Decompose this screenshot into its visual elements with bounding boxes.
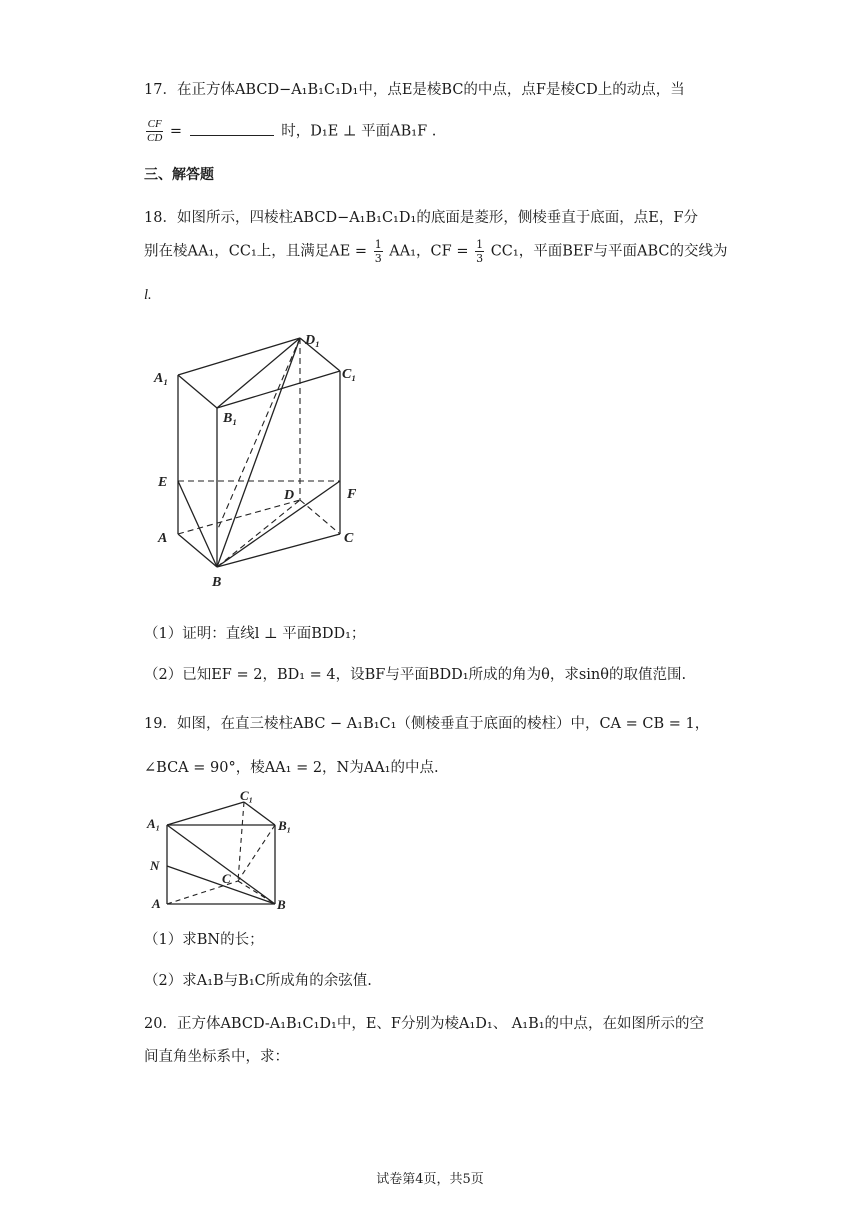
q18-part1: （1）证明：直线l ⊥ 平面BDD₁； <box>144 626 366 642</box>
q19-prism-figure <box>146 788 306 914</box>
label-D1: D₁ <box>305 333 320 348</box>
q20-line2: 间直角坐标系中，求： <box>144 1049 289 1065</box>
q18-line2: 别在棱AA₁，CC₁上，且满足AE = $\frac{1}{3}$ AA₁，CF = $\frac{1}{3}$ CC₁，平面BEF与平面ABC的交线为 <box>144 238 728 265</box>
q18-part2: （2）已知EF = 2，BD₁ = 4，设BF与平面BDD₁所成的角为θ，求sinθ的取值范围. <box>144 667 687 683</box>
q18-line1: 18．如图所示，四棱柱ABCD−A₁B₁C₁D₁的底面是菱形，侧棱垂直于底面，点E，F分 <box>144 210 698 226</box>
label-B: B <box>212 575 222 590</box>
label-A1: A₁ <box>147 816 161 831</box>
label-F: F <box>347 487 357 502</box>
q17-line2: $\frac{CF}{CD}$ = 时，D₁E ⊥ 平面AB₁F . <box>147 118 437 144</box>
q18-fraction-cf: $\frac{1}{3}$ <box>476 238 484 265</box>
q19-line1: 19．如图，在直三棱柱ABC − A₁B₁C₁（侧棱垂直于底面的棱柱）中，CA = CB = 1， <box>144 716 710 732</box>
q20-line1: 20．正方体ABCD-A₁B₁C₁D₁中，E、F分别为棱A₁D₁、 A₁B₁的中点，在如图所示的空 <box>144 1016 705 1032</box>
label-C: C <box>222 871 231 886</box>
label-C: C <box>344 531 354 546</box>
label-B1: B₁ <box>223 411 238 426</box>
page-footer: 试卷第4页，共5页 <box>376 1172 484 1187</box>
label-B: B <box>277 897 286 912</box>
section-heading: 三、解答题 <box>144 167 214 183</box>
q19-line2: ∠BCA = 90°，棱AA₁ = 2，N为AA₁的中点. <box>144 760 439 776</box>
label-C1: C₁ <box>240 788 254 803</box>
label-A: A <box>158 531 168 546</box>
label-D: D <box>284 488 295 503</box>
label-A: A <box>152 896 161 911</box>
label-A1: A₁ <box>154 371 169 386</box>
label-E: E <box>158 475 168 490</box>
label-N: N <box>150 858 160 873</box>
q18-line3: l. <box>144 287 152 303</box>
q19-part2: （2）求A₁B与B₁C所成角的余弦值. <box>144 973 372 989</box>
label-C1: C₁ <box>342 367 357 382</box>
label-B1: B₁ <box>278 818 292 833</box>
q17-answer-blank[interactable] <box>190 123 274 136</box>
q17-fraction: $\frac{CF}{CD}$ <box>147 118 163 144</box>
q18-fraction-ae: $\frac{1}{3}$ <box>374 238 382 265</box>
q18-prism-figure <box>150 326 370 594</box>
q19-part1: （1）求BN的长； <box>144 932 264 948</box>
q17-line1: 17．在正方体ABCD−A₁B₁C₁D₁中，点E是棱BC的中点，点F是棱CD上的动点，当 <box>144 82 685 98</box>
